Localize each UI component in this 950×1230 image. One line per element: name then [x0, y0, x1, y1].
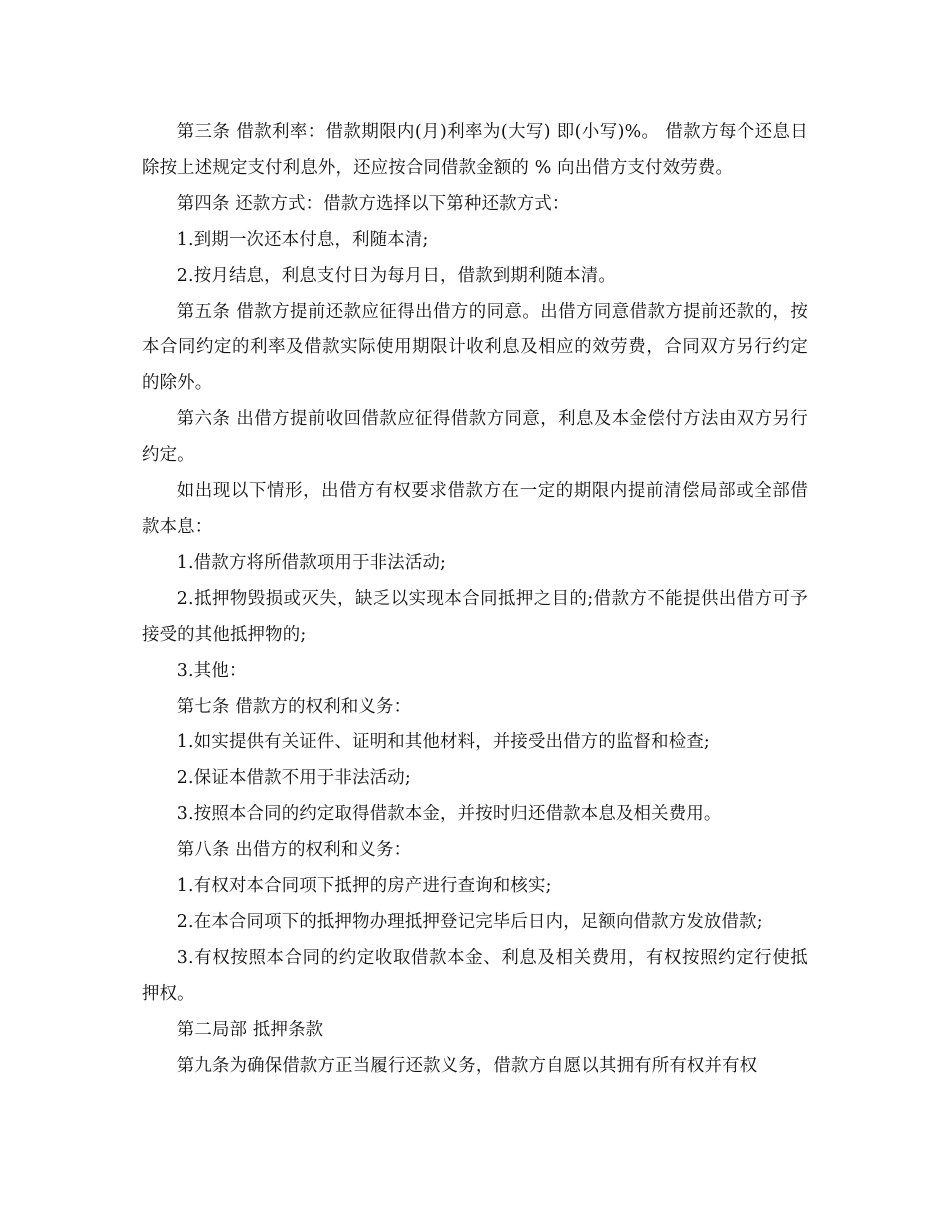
repayment-option-2: 2.按月结息，利息支付日为每月日，借款到期利随本清。 — [176, 265, 616, 286]
lender-right-1: 1.有权对本合同项下抵押的房产进行查询和核实; — [176, 876, 552, 897]
article-3-interest-rate: 第三条 借款利率：借款期限内(月)利率为(大写) 即(小写)%。 借款方每个还息日除按上述规定支付利息外，还应按合同借款金额的 % 向出借方支付效劳费。 — [142, 122, 808, 178]
borrower-duty-2: 2.保证本借款不用于非法活动; — [176, 768, 411, 789]
lender-right-2: 2.在本合同项下的抵押物办理抵押登记完毕后日内，足额向借款方发放借款; — [176, 911, 763, 932]
article-9-collateral: 第九条为确保借款方正当履行还款义务，借款方自愿以其拥有所有权并有权 — [176, 1055, 758, 1076]
lender-right-3: 3.有权按照本合同的约定收取借款本金、利息及相关费用，有权按照约定行使抵押权。 — [142, 947, 808, 1004]
section-2-heading: 第二局部 抵押条款 — [176, 1019, 324, 1040]
condition-3: 3.其他： — [176, 660, 247, 681]
condition-2: 2.抵押物毁损或灭失，缺乏以实现本合同抵押之目的;借款方不能提供出借方可予接受的其他抵押物的; — [142, 588, 808, 645]
article-6-early-recall: 第六条 出借方提前收回借款应征得借款方同意，利息及本金偿付方法由双方另行约定。 — [142, 409, 808, 466]
document-body — [142, 115, 808, 1084]
article-4-repayment-method: 第四条 还款方式：借款方选择以下第种还款方式： — [176, 193, 570, 214]
early-settlement-conditions: 如出现以下情形，出借方有权要求借款方在一定的期限内提前清偿局部或全部借款本息： — [142, 481, 808, 537]
article-5-early-repayment: 第五条 借款方提前还款应征得出借方的同意。出借方同意借款方提前还款的，按本合同约定的利率及借款实际使用期限计收利息及相应的效劳费，合同双方另行约定的除外。 — [142, 301, 808, 394]
repayment-option-1: 1.到期一次还本付息，利随本清; — [176, 229, 429, 250]
article-7-borrower-rights: 第七条 借款方的权利和义务： — [176, 696, 412, 717]
borrower-duty-1: 1.如实提供有关证件、证明和其他材料，并接受出借方的监督和检查; — [176, 732, 710, 753]
condition-1: 1.借款方将所借款项用于非法活动; — [176, 552, 447, 573]
article-8-lender-rights: 第八条 出借方的权利和义务： — [176, 840, 412, 861]
borrower-duty-3: 3.按照本合同的约定取得借款本金，并按时归还借款本息及相关费用。 — [176, 804, 722, 825]
